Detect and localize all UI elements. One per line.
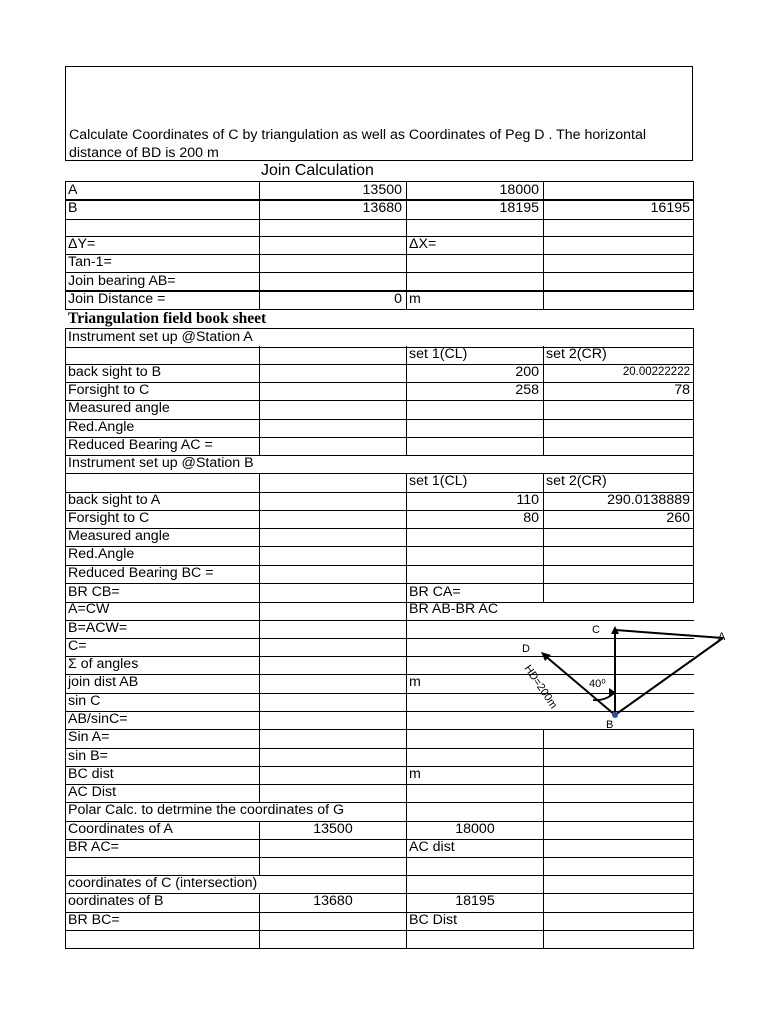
table-cell: 13500 bbox=[259, 821, 406, 839]
table-cell bbox=[543, 400, 694, 419]
table-cell bbox=[65, 857, 259, 875]
table-cell bbox=[543, 821, 694, 839]
table-row bbox=[65, 766, 694, 785]
table-cell bbox=[406, 419, 543, 437]
table-cell bbox=[543, 784, 694, 802]
table-cell bbox=[259, 400, 406, 419]
row-right-border bbox=[693, 400, 694, 419]
table-row bbox=[65, 839, 694, 858]
label-hd: HD=200m bbox=[521, 662, 560, 711]
table-cell bbox=[543, 839, 694, 857]
table-cell: set 2(CR) bbox=[543, 346, 694, 364]
table-cell: Tan-1= bbox=[65, 254, 259, 272]
table-cell bbox=[406, 930, 543, 948]
table-cell bbox=[543, 218, 694, 236]
table-cell: 80 bbox=[406, 510, 543, 528]
table-cell bbox=[259, 912, 406, 930]
table-row bbox=[65, 930, 694, 949]
row-right-border bbox=[693, 912, 694, 930]
table-cell bbox=[259, 382, 406, 400]
table-row bbox=[65, 181, 694, 201]
table-cell bbox=[259, 273, 406, 291]
table-cell bbox=[259, 218, 406, 236]
table-cell bbox=[259, 254, 406, 272]
table-cell: join dist AB bbox=[65, 674, 259, 693]
table-cell bbox=[259, 620, 406, 638]
table-row bbox=[65, 400, 694, 420]
table-row bbox=[65, 473, 694, 493]
table-cell bbox=[259, 565, 406, 583]
table-row bbox=[65, 565, 694, 584]
table-cell: Instrument set up @Station A bbox=[65, 329, 694, 347]
label-b: B bbox=[606, 719, 614, 731]
table-row bbox=[65, 492, 694, 511]
line-ca bbox=[615, 630, 723, 638]
table-cell bbox=[65, 346, 259, 364]
table-cell: BR CB= bbox=[65, 584, 259, 602]
table-cell: 18195 bbox=[406, 893, 543, 912]
table-cell bbox=[259, 473, 406, 492]
table-cell bbox=[259, 546, 406, 565]
table-cell: Forsight to C bbox=[65, 510, 259, 528]
row-right-border bbox=[693, 273, 694, 291]
table-cell bbox=[259, 930, 406, 948]
row-right-border bbox=[693, 473, 694, 492]
table-cell bbox=[259, 857, 406, 875]
table-cell: 78 bbox=[543, 382, 694, 400]
table-cell bbox=[259, 419, 406, 437]
row-right-border bbox=[693, 419, 694, 437]
row-right-border bbox=[693, 802, 694, 821]
table-row bbox=[65, 290, 694, 310]
table-cell bbox=[259, 638, 406, 656]
row-right-border bbox=[693, 329, 694, 347]
table-cell: ΔY= bbox=[65, 236, 259, 254]
table-cell bbox=[406, 254, 543, 272]
table-cell: Σ of angles bbox=[65, 656, 259, 674]
table-cell bbox=[259, 729, 406, 748]
table-cell: set 2(CR) bbox=[543, 473, 694, 492]
label-a: A bbox=[718, 631, 726, 643]
table-cell bbox=[259, 674, 406, 693]
table-cell bbox=[543, 930, 694, 948]
table-cell bbox=[65, 473, 259, 492]
table-row bbox=[65, 254, 694, 273]
table-cell: BR BC= bbox=[65, 912, 259, 930]
table-cell bbox=[543, 273, 694, 291]
table-cell: BR CA= bbox=[406, 584, 543, 602]
table-cell bbox=[543, 236, 694, 254]
table-cell bbox=[543, 565, 694, 583]
table-cell bbox=[406, 748, 543, 766]
table-cell: 13680 bbox=[259, 893, 406, 912]
problem-header-box bbox=[65, 66, 693, 161]
table-row bbox=[65, 437, 694, 456]
row-right-border bbox=[693, 766, 694, 784]
table-row bbox=[65, 893, 694, 913]
table-cell: 16195 bbox=[543, 200, 694, 219]
table-cell bbox=[543, 802, 694, 821]
table-cell: 13500 bbox=[259, 182, 406, 200]
row-right-border bbox=[693, 437, 694, 455]
table-cell bbox=[259, 528, 406, 546]
table-cell bbox=[406, 400, 543, 419]
row-right-border bbox=[693, 546, 694, 565]
label-d: D bbox=[522, 643, 530, 655]
table-cell: Coordinates of A bbox=[65, 821, 259, 839]
label-angle: 40⁰ bbox=[589, 678, 606, 690]
table-cell bbox=[543, 437, 694, 455]
table-row bbox=[65, 821, 694, 840]
table-row bbox=[65, 857, 694, 876]
problem-statement: Calculate Coordinates of C by triangulation as well as Coordinates of Peg D . The horizontal distance of BD is 200 m bbox=[69, 127, 647, 161]
table-cell: 260 bbox=[543, 510, 694, 528]
table-row bbox=[65, 328, 694, 348]
table-cell bbox=[543, 875, 694, 893]
table-cell bbox=[543, 766, 694, 784]
table-row bbox=[65, 419, 694, 438]
table-cell: 18000 bbox=[406, 182, 543, 200]
row-right-border bbox=[693, 893, 694, 912]
table-cell: Measured angle bbox=[65, 400, 259, 419]
table-cell bbox=[406, 857, 543, 875]
table-cell: Reduced Bearing BC = bbox=[65, 565, 259, 583]
table-cell bbox=[259, 693, 406, 711]
table-cell bbox=[259, 510, 406, 528]
table-row bbox=[65, 272, 694, 292]
table-cell bbox=[259, 711, 406, 729]
table-row bbox=[65, 546, 694, 566]
table-cell: oordinates of B bbox=[65, 893, 259, 912]
table-row bbox=[65, 510, 694, 529]
table-cell: set 1(CL) bbox=[406, 473, 543, 492]
row-right-border bbox=[693, 748, 694, 766]
table-row bbox=[65, 912, 694, 931]
table-cell bbox=[259, 766, 406, 784]
table-row bbox=[65, 455, 694, 474]
table-row bbox=[65, 875, 694, 894]
table-cell: B=ACW= bbox=[65, 620, 259, 638]
row-right-border bbox=[693, 510, 694, 528]
table-cell: AC dist bbox=[406, 839, 543, 857]
table-cell bbox=[259, 236, 406, 254]
table-cell: 18000 bbox=[406, 821, 543, 839]
table-cell bbox=[543, 584, 694, 602]
table-cell bbox=[406, 528, 543, 546]
table-cell: m bbox=[406, 291, 543, 309]
table-row bbox=[65, 218, 694, 237]
table-cell bbox=[543, 546, 694, 565]
row-right-border bbox=[693, 364, 694, 382]
table-cell: 0 bbox=[259, 291, 406, 309]
table-cell: Forsight to C bbox=[65, 382, 259, 400]
table-cell: Reduced Bearing AC = bbox=[65, 437, 259, 455]
table-cell bbox=[406, 437, 543, 455]
table-cell bbox=[259, 601, 406, 620]
table-cell: A bbox=[65, 182, 259, 200]
row-right-border bbox=[693, 857, 694, 875]
table-row bbox=[65, 382, 694, 401]
table-cell bbox=[259, 346, 406, 364]
table-cell bbox=[259, 364, 406, 382]
row-right-border bbox=[693, 200, 694, 219]
table-cell: C= bbox=[65, 638, 259, 656]
table-cell: A=CW bbox=[65, 601, 259, 620]
table-cell: BR AC= bbox=[65, 839, 259, 857]
table-cell: 13680 bbox=[259, 200, 406, 219]
row-right-border bbox=[693, 236, 694, 254]
table-cell: 18195 bbox=[406, 200, 543, 219]
table-cell: coordinates of C (intersection) bbox=[65, 875, 406, 893]
row-right-border bbox=[693, 584, 694, 602]
table-cell bbox=[406, 546, 543, 565]
table-cell bbox=[259, 584, 406, 602]
table-cell bbox=[65, 930, 259, 948]
table-cell: sin C bbox=[65, 693, 259, 711]
table-cell bbox=[543, 857, 694, 875]
table-cell: Red.Angle bbox=[65, 546, 259, 565]
table-cell bbox=[543, 254, 694, 272]
table-cell: ΔX= bbox=[406, 236, 543, 254]
row-right-border bbox=[693, 821, 694, 839]
table-cell bbox=[406, 273, 543, 291]
triangulation-diagram bbox=[505, 608, 730, 748]
table-cell bbox=[406, 784, 543, 802]
table-row bbox=[65, 748, 694, 767]
table-row bbox=[65, 346, 694, 365]
table-cell: 20.00222222 bbox=[543, 364, 694, 382]
row-right-border bbox=[693, 875, 694, 893]
table-cell bbox=[65, 218, 259, 236]
row-right-border bbox=[693, 346, 694, 364]
table-cell: sin B= bbox=[65, 748, 259, 766]
table-cell bbox=[543, 912, 694, 930]
row-right-border bbox=[693, 291, 694, 309]
table-cell: set 1(CL) bbox=[406, 346, 543, 364]
table-cell bbox=[543, 291, 694, 309]
table-cell: m bbox=[406, 766, 543, 784]
row-right-border bbox=[693, 784, 694, 802]
table-cell: Join bearing AB= bbox=[65, 273, 259, 291]
table-cell bbox=[406, 565, 543, 583]
table-cell bbox=[259, 839, 406, 857]
table-cell bbox=[406, 218, 543, 236]
table-cell: Instrument set up @Station B bbox=[65, 455, 694, 473]
table-cell: Measured angle bbox=[65, 528, 259, 546]
row-right-border bbox=[693, 492, 694, 510]
table-cell: BR AB-BR AC bbox=[406, 601, 543, 620]
table-cell bbox=[406, 802, 543, 821]
table-cell bbox=[543, 528, 694, 546]
line-ba bbox=[615, 638, 723, 715]
table-cell: AC Dist bbox=[65, 784, 259, 802]
table-row bbox=[65, 528, 694, 547]
table-cell bbox=[543, 419, 694, 437]
table-row bbox=[65, 784, 694, 803]
table-cell: AB/sinC= bbox=[65, 711, 259, 729]
row-right-border bbox=[693, 182, 694, 200]
table-cell bbox=[259, 437, 406, 455]
table-cell: 258 bbox=[406, 382, 543, 400]
table-cell: 200 bbox=[406, 364, 543, 382]
table-cell bbox=[259, 492, 406, 510]
row-right-border bbox=[693, 455, 694, 473]
table-row bbox=[65, 364, 694, 383]
station-b-marker bbox=[612, 712, 618, 718]
table-cell: BC dist bbox=[65, 766, 259, 784]
table-cell: 290.0138889 bbox=[543, 492, 694, 510]
table-cell: B bbox=[65, 200, 259, 219]
table-cell bbox=[259, 748, 406, 766]
table-cell: Polar Calc. to detrmine the coordinates of G bbox=[65, 802, 406, 821]
row-right-border bbox=[693, 218, 694, 236]
table-cell bbox=[259, 784, 406, 802]
table-row bbox=[65, 802, 694, 822]
table-cell: 110 bbox=[406, 492, 543, 510]
join-calculation-title: Join Calculation bbox=[261, 162, 374, 179]
row-right-border bbox=[693, 382, 694, 400]
table-cell: BC Dist bbox=[406, 912, 543, 930]
table-cell: back sight to B bbox=[65, 364, 259, 382]
table-cell: Sin A= bbox=[65, 729, 259, 748]
row-right-border bbox=[693, 839, 694, 857]
table-row bbox=[65, 236, 694, 255]
row-right-border bbox=[693, 565, 694, 583]
row-right-border bbox=[693, 528, 694, 546]
row-right-border bbox=[693, 254, 694, 272]
table-cell bbox=[259, 656, 406, 674]
table-cell bbox=[543, 748, 694, 766]
table-cell bbox=[543, 893, 694, 912]
triangulation-title: Triangulation field book sheet bbox=[68, 310, 267, 327]
table-cell bbox=[543, 182, 694, 200]
table-cell: m bbox=[406, 674, 543, 693]
table-cell: back sight to A bbox=[65, 492, 259, 510]
row-right-border bbox=[693, 930, 694, 948]
table-cell: Red.Angle bbox=[65, 419, 259, 437]
table-row bbox=[65, 583, 694, 603]
table-cell: Join Distance = bbox=[65, 291, 259, 309]
label-c: C bbox=[592, 624, 600, 636]
table-row bbox=[65, 199, 694, 220]
table-cell bbox=[406, 875, 543, 893]
